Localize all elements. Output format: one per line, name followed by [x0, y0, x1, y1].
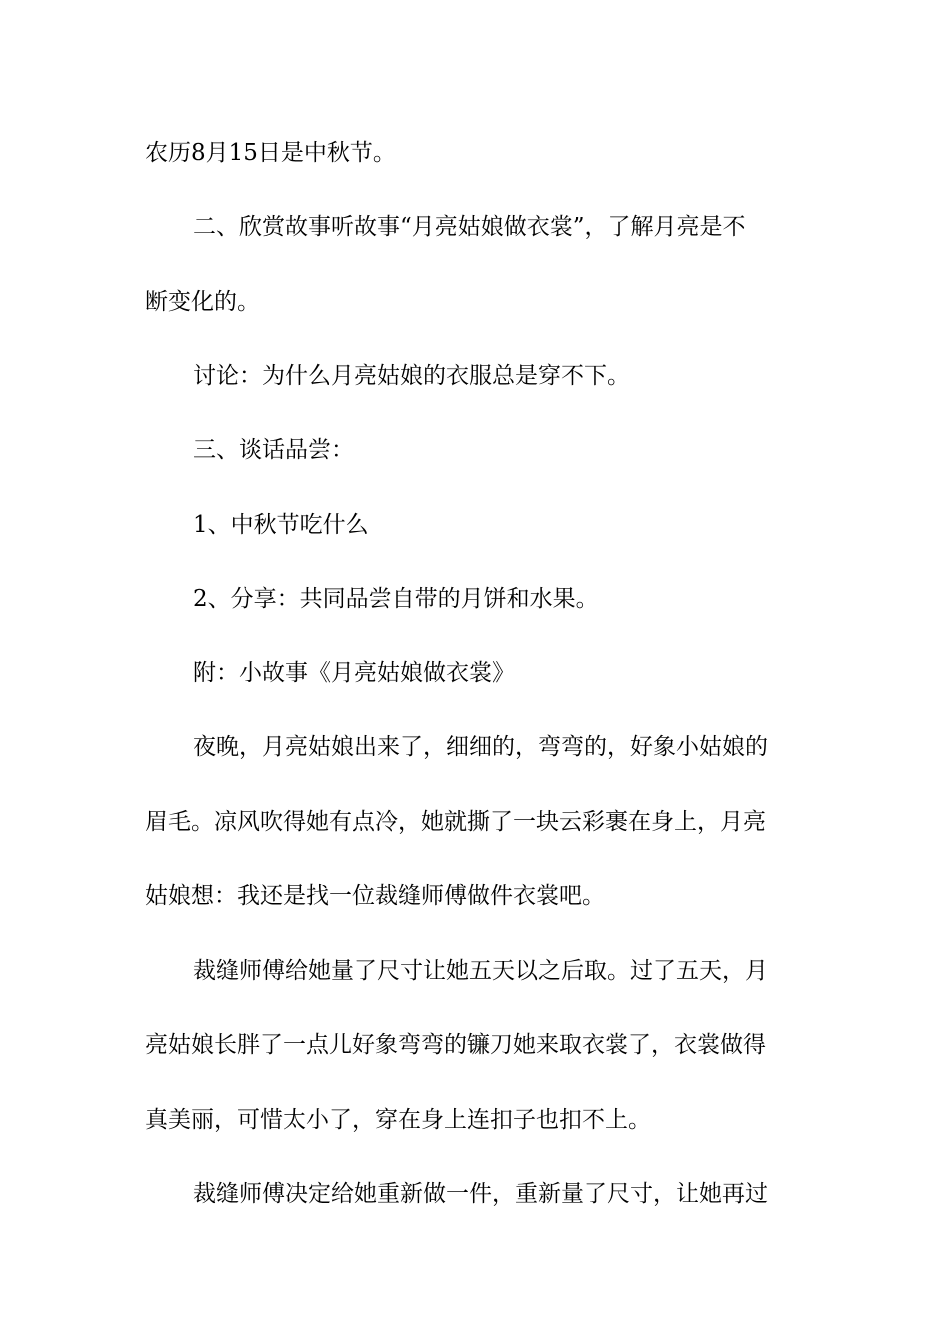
text-line-13: 亮姑娘长胖了一点儿好象弯弯的镰刀她来取衣裳了，衣裳做得 — [145, 1032, 766, 1058]
text-line-12: 裁缝师傅给她量了尺寸让她五天以之后取。过了五天，月 — [193, 958, 768, 984]
text-line-3: 断变化的。 — [145, 289, 260, 315]
text-line-2: 二、欣赏故事听故事“月亮姑娘做衣裳”，了解月亮是不 — [193, 214, 746, 240]
text-line-7: 2、分享：共同品尝自带的月饼和水果。 — [193, 586, 599, 612]
text-line-10: 眉毛。凉风吹得她有点冷，她就撕了一块云彩裹在身上，月亮 — [145, 809, 766, 835]
text-line-8: 附：小故事《月亮姑娘做衣裳》 — [193, 660, 515, 686]
text-line-1: 农历8月15日是中秋节。 — [145, 140, 396, 166]
text-line-6: 1、中秋节吃什么 — [193, 512, 369, 538]
text-line-15: 裁缝师傅决定给她重新做一件，重新量了尺寸，让她再过 — [193, 1181, 768, 1207]
text-line-5: 三、谈话品尝： — [193, 437, 354, 463]
text-line-4: 讨论：为什么月亮姑娘的衣服总是穿不下。 — [193, 363, 630, 389]
text-line-9: 夜晚，月亮姑娘出来了，细细的，弯弯的，好象小姑娘的 — [193, 734, 768, 760]
text-line-14: 真美丽，可惜太小了，穿在身上连扣子也扣不上。 — [145, 1107, 651, 1133]
text-line-11: 姑娘想：我还是找一位裁缝师傅做件衣裳吧。 — [145, 883, 605, 909]
